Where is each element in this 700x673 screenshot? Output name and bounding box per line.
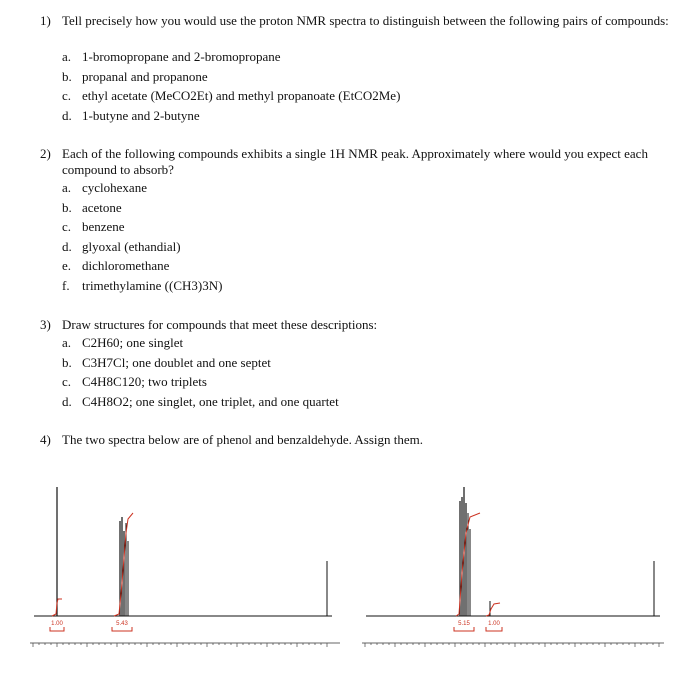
item-letter: b.: [62, 354, 72, 370]
item-text: glyoxal (ethandial): [82, 238, 181, 254]
item-text: acetone: [82, 199, 122, 215]
question-number: 4): [40, 432, 51, 447]
item-text: ethyl acetate (MeCO2Et) and methyl propanoate (EtCO2Me): [82, 88, 401, 103]
item-letter: c.: [62, 219, 72, 234]
item-text: trimethylamine ((CH3)3N): [82, 277, 223, 293]
item-text: dichloromethane: [82, 258, 170, 273]
question-text: Tell precisely how you would use the proton NMR spectra to distinguish between the following pairs of compounds:: [62, 13, 669, 28]
question-text: Draw structures for compounds that meet these descriptions:: [62, 317, 378, 332]
integral-bracket: [486, 627, 502, 631]
item-letter: a.: [62, 49, 72, 64]
question-number: 2): [40, 146, 51, 161]
integral-label: 5.15: [458, 621, 470, 627]
question-number: 3): [40, 317, 51, 332]
item-text: 1-bromopropane and 2-bromopropane: [82, 49, 281, 64]
integral-label: 5.43: [116, 621, 128, 627]
nmr-spectra-figure: [0, 473, 700, 673]
question-number: 1): [40, 13, 51, 28]
item-letter: d.: [62, 393, 72, 409]
item-text: C4H8O2; one singlet, one triplet, and one quartet: [82, 393, 339, 409]
integral-label: 1.00: [488, 621, 500, 627]
item-letter: a.: [62, 335, 72, 350]
item-text: C3H7Cl; one doublet and one septet: [82, 354, 271, 370]
item-letter: f.: [62, 277, 70, 293]
item-text: C4H8C120; two triplets: [82, 374, 207, 389]
item-letter: c.: [62, 88, 72, 103]
item-text: benzene: [82, 219, 125, 234]
item-letter: c.: [62, 374, 72, 389]
integral-curve: [486, 603, 500, 616]
item-letter: b.: [62, 199, 72, 215]
item-letter: d.: [62, 238, 72, 254]
question-text: Each of the following compounds exhibits a single 1H NMR peak. Approximately where would you expect each compound to absorb?: [62, 146, 648, 177]
nmr-spectrum-2: [362, 487, 664, 647]
item-letter: e.: [62, 258, 72, 273]
item-letter: b.: [62, 68, 72, 84]
item-text: C2H60; one singlet: [82, 335, 184, 350]
item-letter: a.: [62, 180, 72, 195]
integral-bracket: [112, 627, 132, 631]
item-text: propanal and propanone: [82, 68, 208, 84]
nmr-spectrum-1: [30, 487, 340, 647]
integral-bracket: [454, 627, 474, 631]
ppm-axis-ticks: [365, 643, 659, 647]
integral-label: 1.00: [51, 621, 63, 627]
question-text: The two spectra below are of phenol and benzaldehyde. Assign them.: [62, 432, 423, 447]
integral-bracket: [50, 627, 64, 631]
ppm-axis-ticks: [33, 643, 327, 647]
item-letter: d.: [62, 107, 72, 123]
item-text: 1-butyne and 2-butyne: [82, 107, 200, 123]
item-text: cyclohexane: [82, 180, 147, 195]
